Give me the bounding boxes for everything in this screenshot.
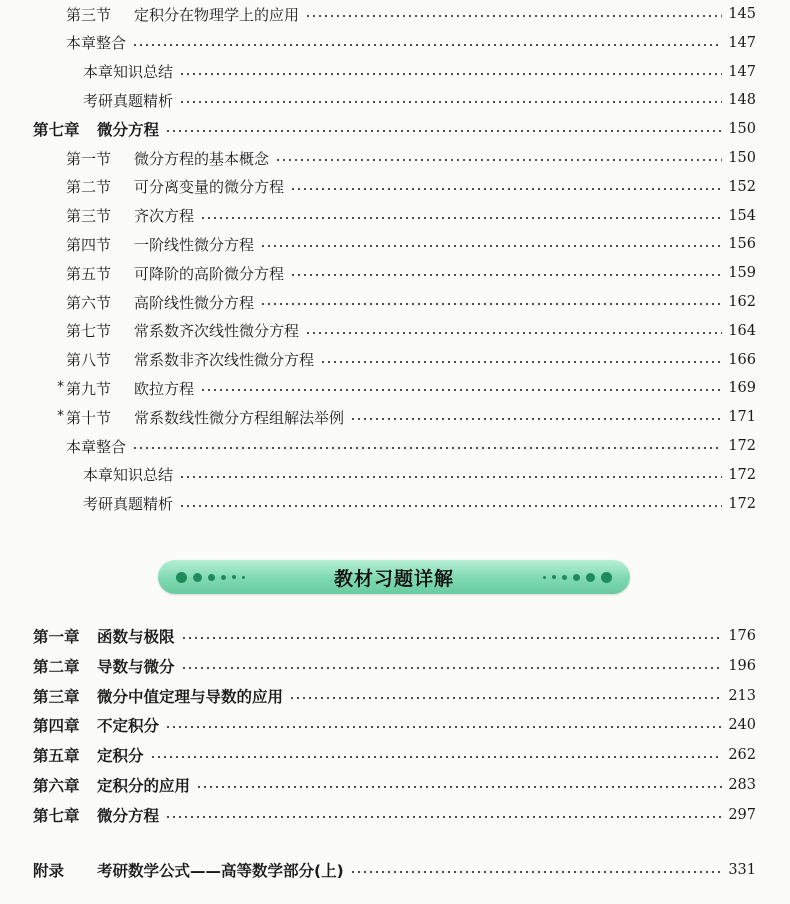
toc-entry[interactable]	[0, 174, 790, 200]
page-number: 148	[728, 92, 756, 109]
entry-number: 第十节	[66, 408, 112, 427]
leader-dots	[179, 99, 722, 105]
entry-number: 第七章	[33, 121, 80, 140]
entry-title: 可降阶的高阶微分方程	[134, 264, 285, 283]
entry-title: 本章知识总结	[83, 466, 174, 485]
page-number: 240	[728, 717, 756, 734]
leader-dots	[196, 784, 722, 790]
leader-dots	[132, 42, 722, 48]
page-number: 172	[728, 495, 756, 512]
leader-dots	[165, 724, 722, 730]
entry-title: 导数与微分	[97, 657, 175, 676]
entry-number: 第三节	[66, 5, 112, 24]
toc-entry[interactable]	[0, 145, 790, 171]
page-number: 156	[728, 236, 756, 253]
page-number: 297	[728, 806, 756, 823]
page-number: 145	[728, 6, 756, 22]
leader-dots	[275, 157, 722, 163]
chapter-entry[interactable]	[0, 712, 790, 738]
section-banner	[158, 560, 630, 594]
banner-dots-right-icon	[543, 560, 612, 594]
entry-title: 不定积分	[97, 717, 160, 736]
toc-entry[interactable]	[0, 231, 790, 257]
toc-entry[interactable]	[0, 491, 790, 517]
entry-title: 微分方程	[97, 121, 160, 140]
toc-entry[interactable]	[0, 347, 790, 373]
page-number: 147	[728, 63, 756, 80]
chapter-entry[interactable]	[0, 116, 790, 142]
page-number: 150	[728, 150, 756, 166]
banner-title: 教材习题详解	[333, 567, 454, 590]
entry-number: 第五章	[33, 747, 80, 766]
toc-entry[interactable]	[0, 87, 790, 113]
entry-title: 本章整合	[66, 437, 127, 456]
page-number: 176	[728, 628, 756, 644]
chapter-entry[interactable]	[0, 683, 790, 709]
page-number: 171	[728, 409, 756, 426]
toc-entry[interactable]	[0, 433, 790, 459]
leader-dots	[305, 13, 722, 19]
toc-entry[interactable]	[0, 462, 790, 488]
chapter-entry[interactable]	[0, 742, 790, 768]
optional-star-icon: *	[57, 379, 64, 396]
entry-title: 微分方程	[97, 806, 160, 825]
toc-entry[interactable]	[0, 404, 790, 430]
entry-title: 函数与极限	[97, 628, 175, 646]
page-number: 150	[728, 121, 756, 138]
page-number: 331	[728, 862, 756, 878]
toc-entry[interactable]	[0, 59, 790, 85]
page-number: 172	[728, 438, 756, 454]
entry-title: 可分离变量的微分方程	[134, 178, 285, 197]
toc-entry[interactable]	[0, 289, 790, 315]
entry-number: 第二章	[33, 657, 80, 676]
entry-title: 微分中值定理与导数的应用	[97, 687, 284, 706]
leader-dots	[305, 330, 722, 336]
entry-title: 一阶线性微分方程	[134, 235, 255, 254]
entry-title: 定积分	[97, 747, 144, 766]
entry-number: 第九节	[66, 379, 112, 398]
entry-title: 齐次方程	[134, 207, 195, 226]
page-number: 172	[728, 466, 756, 483]
entry-number: 第三节	[66, 207, 112, 226]
leader-dots	[179, 71, 722, 77]
leader-dots	[200, 215, 722, 221]
page-number: 213	[728, 687, 756, 704]
chapter-entry[interactable]	[0, 802, 790, 828]
entry-title: 欧拉方程	[134, 379, 195, 398]
leader-dots	[181, 665, 723, 671]
entry-number: 第一章	[33, 628, 80, 646]
toc-entry[interactable]	[0, 318, 790, 344]
entry-title: 高阶线性微分方程	[134, 293, 255, 312]
entry-number: 第七节	[66, 322, 112, 341]
entry-title: 考研真题精析	[83, 91, 174, 110]
entry-number: 第五节	[66, 264, 112, 283]
leader-dots	[260, 243, 722, 249]
leader-dots	[132, 445, 722, 451]
leader-dots	[290, 272, 722, 278]
toc-entry[interactable]	[0, 203, 790, 229]
page-number: 262	[728, 747, 756, 764]
toc-entry[interactable]	[0, 260, 790, 286]
chapter-entry[interactable]	[0, 653, 790, 679]
entry-title: 本章整合	[66, 34, 127, 53]
entry-number: 第四节	[66, 235, 112, 254]
entry-title: 常系数非齐次线性微分方程	[134, 351, 315, 370]
entry-number: 第八节	[66, 351, 112, 370]
entry-title: 微分方程的基本概念	[134, 149, 270, 168]
chapter-entry[interactable]	[0, 857, 790, 883]
toc-entry[interactable]	[0, 30, 790, 56]
entry-title: 考研数学公式——高等数学部分(上)	[97, 862, 344, 880]
page-number: 154	[728, 207, 756, 224]
leader-dots	[350, 416, 722, 422]
leader-dots	[150, 754, 723, 760]
leader-dots	[181, 635, 723, 641]
entry-number: 第三章	[33, 687, 80, 706]
page-number: 162	[728, 294, 756, 310]
optional-star-icon: *	[57, 408, 64, 425]
entry-title: 定积分在物理学上的应用	[134, 5, 300, 24]
entry-number: 第一节	[66, 149, 112, 168]
banner-dots-left-icon	[176, 560, 245, 594]
page-number: 147	[728, 34, 756, 51]
chapter-entry[interactable]	[0, 772, 790, 798]
entry-number: 第二节	[66, 178, 112, 197]
page-number: 152	[728, 178, 756, 195]
leader-dots	[179, 474, 722, 480]
page-number: 159	[728, 265, 756, 282]
leader-dots	[320, 359, 722, 365]
entry-number: 第四章	[33, 717, 80, 736]
entry-title: 常系数齐次线性微分方程	[134, 322, 300, 341]
chapter-entry[interactable]	[0, 623, 790, 649]
page-number: 196	[728, 657, 756, 674]
leader-dots	[289, 695, 722, 701]
entry-title: 定积分的应用	[97, 777, 191, 795]
entry-number: 第七章	[33, 806, 80, 825]
toc-entry[interactable]	[0, 375, 790, 401]
toc-entry[interactable]	[0, 1, 790, 27]
entry-number: 附录	[33, 862, 65, 880]
leader-dots	[179, 503, 722, 509]
leader-dots	[165, 128, 722, 134]
leader-dots	[260, 301, 722, 307]
page-number: 283	[728, 777, 756, 793]
leader-dots	[200, 387, 722, 393]
page-number: 169	[728, 380, 756, 397]
entry-number: 第六节	[66, 293, 112, 312]
page-number: 166	[728, 351, 756, 368]
page-number: 164	[728, 322, 756, 339]
entry-title: 考研真题精析	[83, 495, 174, 514]
entry-title: 常系数线性微分方程组解法举例	[134, 408, 345, 427]
entry-number: 第六章	[33, 777, 80, 795]
entry-title: 本章知识总结	[83, 63, 174, 82]
leader-dots	[350, 869, 723, 875]
leader-dots	[165, 814, 722, 820]
leader-dots	[290, 186, 722, 192]
